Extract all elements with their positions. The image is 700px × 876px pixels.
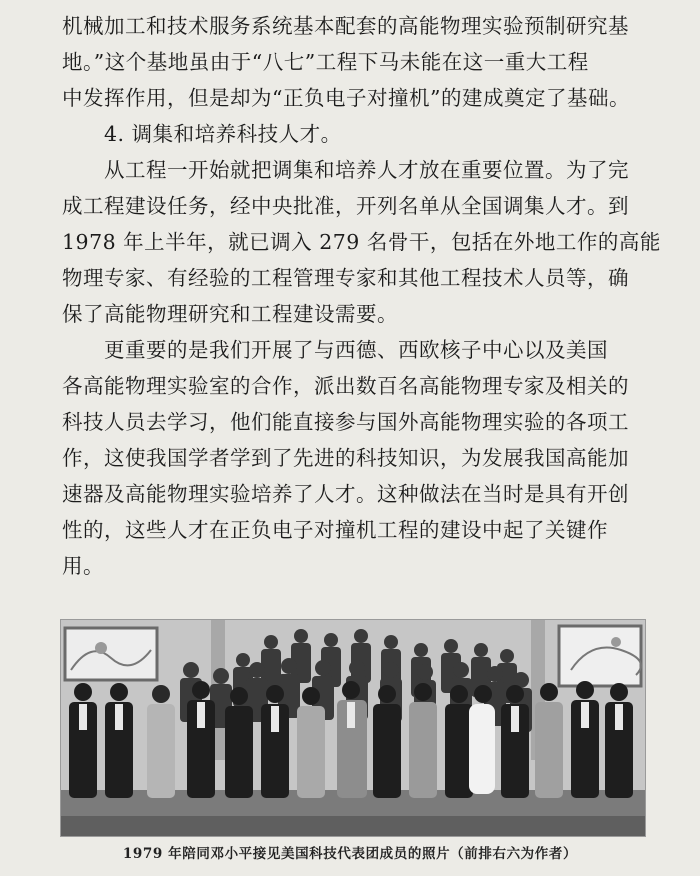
text-line: 物理专家、有经验的工程管理专家和其他工程技术人员等，确 [62,266,629,290]
text-line: 从工程一开始就把调集和培养人才放在重要位置。为了完 [104,158,629,182]
text-line: 各高能物理实验室的合作，派出数百名高能物理专家及相关的 [62,374,629,398]
text-line: 速器及高能物理实验培养了人才。这种做法在当时是具有开创 [62,482,629,506]
group-photo-illustration [61,620,645,836]
section-heading: 4. 调集和培养科技人才。 [104,122,342,146]
right-painting [559,626,641,686]
text-line: 更重要的是我们开展了与西德、西欧核子中心以及美国 [104,338,608,362]
text-line: 机械加工和技术服务系统基本配套的高能物理实验预制研究基 [62,14,629,38]
photo-caption: 1979 年陪同邓小平接见美国科技代表团成员的照片（前排右六为作者） [122,846,578,862]
front-row-people [69,681,633,798]
left-painting [65,628,157,680]
text-line: 中发挥作用，但是却为“正负电子对撞机”的建成奠定了基础。 [62,86,630,110]
text-line: 1978 年上半年，就已调入 279 名骨干，包括在外地工作的高能 [62,230,661,254]
text-line: 保了高能物理研究和工程建设需要。 [62,302,398,326]
text-line: 地。”这个基地虽由于“八七”工程下马未能在这一重大工程 [62,50,589,74]
text-line: 用。 [62,554,104,578]
text-line: 成工程建设任务，经中央批准，开列名单从全国调集人才。到 [62,194,629,218]
text-line: 科技人员去学习，他们能直接参与国外高能物理实验的各项工 [62,410,629,434]
text-line: 作，这使我国学者学到了先进的科技知识，为发展我国高能加 [62,446,629,470]
group-photo [60,619,646,837]
text-line: 性的，这些人才在正负电子对撞机工程的建设中起了关键作 [62,518,608,542]
body-text [62,8,661,584]
